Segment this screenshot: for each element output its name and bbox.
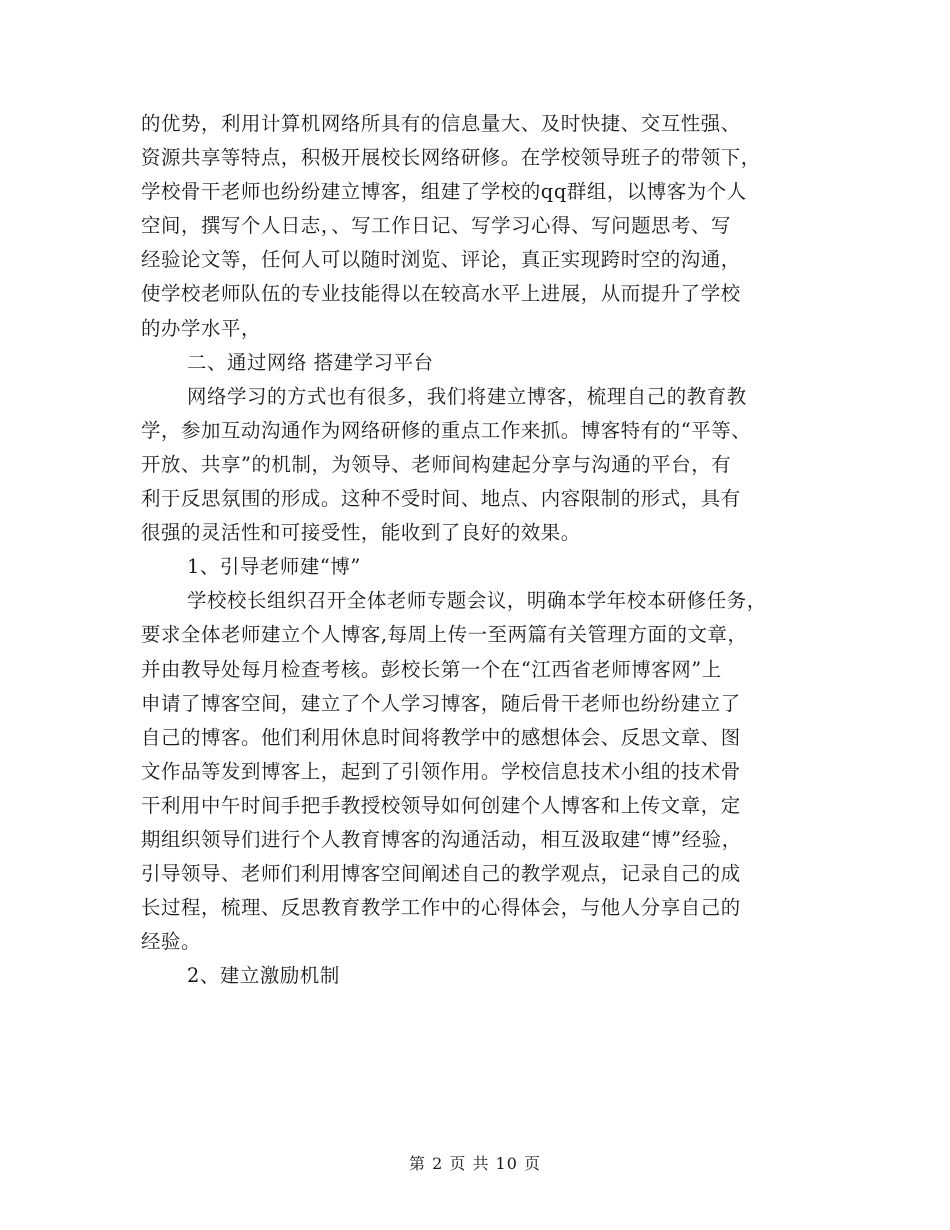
text-line: 申请了博客空间，建立了个人学习博客，随后骨干老师也纷纷建立了 (141, 691, 741, 715)
text-line: 引导领导、老师们利用博客空间阐述自己的教学观点，记录自己的成 (141, 862, 741, 886)
text-line: 要求全体老师建立个人博客,每周上传一至两篇有关管理方面的文章， (141, 623, 748, 647)
document-body (141, 107, 806, 993)
text-line: 经验。 (141, 930, 201, 954)
text-lines (141, 107, 806, 993)
text-line: 文作品等发到博客上，起到了引领作用。学校信息技术小组的技术骨 (141, 759, 741, 783)
text-line: 二、通过网络 搭建学习平台 (187, 350, 434, 374)
text-line: 经验论文等，任何人可以随时浏览、评论，真正实现跨时空的沟通， (141, 248, 741, 272)
page-number: 第 2 页 共 10 页 (409, 1154, 541, 1173)
text-line: 网络学习的方式也有很多，我们将建立博客，梳理自己的教育教 (187, 384, 747, 408)
text-line: 干利用中午时间手把手教授校领导如何创建个人博客和上传文章，定 (141, 793, 741, 817)
text-line: 1、引导老师建“博” (187, 555, 361, 579)
text-line: 学校校长组织召开全体老师专题会议，明确本学年校本研修任务， (187, 589, 767, 613)
text-line: 很强的灵活性和可接受性，能收到了良好的效果。 (141, 521, 581, 545)
text-line: 长过程，梳理、反思教育教学工作中的心得体会，与他人分享自己的 (141, 896, 741, 920)
text-line: 利于反思氛围的形成。这种不受时间、地点、内容限制的形式，具有 (141, 487, 741, 511)
text-line: 学校骨干老师也纷纷建立博客，组建了学校的qq群组，以博客为个人 (141, 180, 747, 204)
text-line: 并由教导处每月检查考核。彭校长第一个在“江西省老师博客网”上 (141, 657, 722, 681)
text-line: 的优势，利用计算机网络所具有的信息量大、及时快捷、交互性强、 (141, 112, 741, 135)
text-line: 的办学水平， (141, 316, 261, 340)
text-line: 期组织领导们进行个人教育博客的沟通活动，相互汲取建“博”经验， (141, 827, 742, 851)
text-line: 学，参加互动沟通作为网络研修的重点工作来抓。博客特有的“平等、 (141, 418, 752, 442)
text-line: 2、建立激励机制 (187, 964, 340, 988)
text-line: 空间，撰写个人日志，、写工作日记、写学习心得、写问题思考、写 (141, 214, 732, 238)
text-line: 开放、共享”的机制，为领导、老师间构建起分享与沟通的平台，有 (141, 452, 732, 476)
text-line: 使学校老师队伍的专业技能得以在较高水平上进展，从而提升了学校 (141, 282, 741, 306)
text-line: 自己的博客。他们利用休息时间将教学中的感想体会、反思文章、图 (141, 725, 741, 749)
text-line: 资源共享等特点，积极开展校长网络研修。在学校领导班子的带领下， (141, 146, 761, 170)
